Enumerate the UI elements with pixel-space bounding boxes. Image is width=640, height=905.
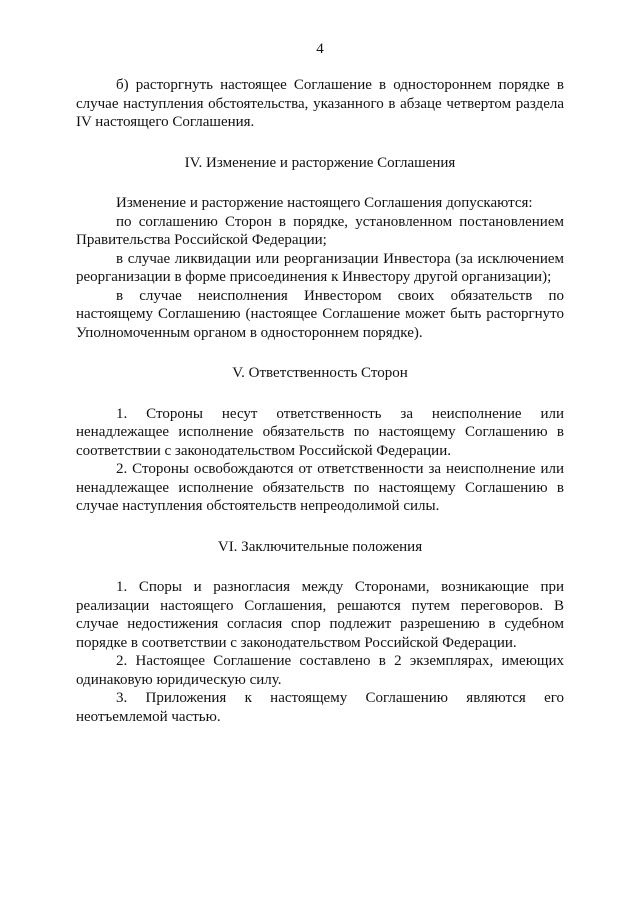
section-5-paragraph: 2. Стороны освобождаются от ответственности за неисполнение или ненадлежащее исполнение обязательств по настоящему Соглашению в случае наступления обстоятельств непреодолимой силы. — [76, 461, 564, 514]
section-4-paragraph: Изменение и расторжение настоящего Соглашения допускаются: — [116, 195, 533, 211]
paragraph-b: б) расторгнуть настоящее Соглашение в одностороннем порядке в случае наступления обстоятельства, указанного в абзаце четвертом раздела IV настоящего Соглашения. — [76, 77, 564, 130]
section-5-body — [76, 405, 564, 516]
section-6-heading: VI. Заключительные положения — [217, 538, 423, 555]
section-6-body — [76, 578, 564, 726]
section-5-heading: V. Ответственность Сторон — [232, 365, 408, 381]
section-6-paragraph: 2. Настоящее Соглашение составлено в 2 экземплярах, имеющих одинаковую юридическую силу. — [76, 653, 564, 688]
document-body — [76, 76, 564, 726]
section-4-paragraph: в случае ликвидации или реорганизации Инвестора (за исключением реорганизации в форме присоединения к Инвестору другой организации); — [76, 250, 564, 285]
intro-block — [76, 76, 564, 132]
section-4-paragraph: в случае неисполнения Инвестором своих обязательств по настоящему Соглашению (настоящее Соглашение может быть расторгнуто Уполномоченным органом в одностороннем порядке). — [76, 287, 564, 341]
section-6-paragraph: 1. Споры и разногласия между Сторонами, возникающие при реализации настоящего Соглашения, решаются путем переговоров. В случае недостижения согласия спор подлежит разрешению в судебном порядке в соответствии с законодательством Российской Федерации. — [76, 579, 564, 651]
page-number: 4 — [316, 41, 324, 57]
section-5-paragraph: 1. Стороны несут ответственность за неисполнение или ненадлежащее исполнение обязательств по настоящему Соглашению в соответствии с законодательством Российской Федерации. — [76, 405, 564, 459]
section-4-heading: IV. Изменение и расторжение Соглашения — [184, 154, 456, 171]
section-4-paragraph: по соглашению Сторон в порядке, установленном постановлением Правительства Российской Федерации; — [76, 213, 564, 248]
section-6-paragraph: 3. Приложения к настоящему Соглашению являются его неотъемлемой частью. — [76, 690, 564, 725]
section-4-body — [76, 194, 564, 342]
